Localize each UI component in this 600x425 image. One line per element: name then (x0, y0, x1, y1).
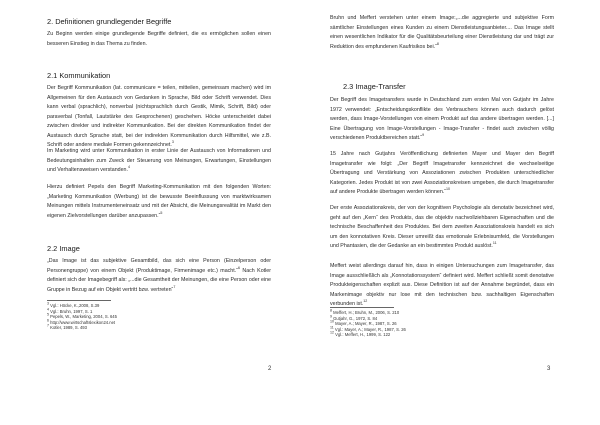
footnote-ref: 12 (363, 299, 368, 304)
paragraph-transfer-mayer-text: 15 Jahre nach Gutjahrs Veröffentlichung definierten Mayer und Mayer den Begriff Imagetransfer wie folgt: „Der Begriff Imagetransfer kennzeichnet die wechselseitige Übertragung und Verstärkung von Assoziationen zwischen Produkten unterschiedlicher Kategorien. Jedes Produkt ist von zwei Assoziationskreisen umgeben, die durch Imagetransfer auf andere Produkte übertragen werden können.“ (330, 151, 554, 195)
paragraph-assoziationskreise (330, 204, 554, 252)
footnote-ref: 5 (160, 210, 163, 215)
page-3 (300, 0, 600, 425)
page-number: 3 (547, 366, 551, 372)
footnote-divider (47, 300, 111, 301)
footnote: $^6$ http://www.wirtschaftslexikon24.net (47, 318, 116, 325)
paragraph-image-continuation: Nach Kotler definiert sich der Imagebegriff als: „...die Gesamtheit der Meinungen, die eine Person oder eine Gruppe in Bezug auf ein Objekt vertritt bzw. vertreten“ (47, 267, 271, 293)
footnote: $^8$ Meffert, H.; Bruhn, M., 2006, S. 210 (330, 308, 400, 315)
section-2-intro: Zu Beginn werden einige grundlegende Begriffe definiert, die es ermöglichen sollen einen besseren Einstieg in das Thema zu finden. (47, 31, 271, 47)
footnote: $^{12}$ Vgl.: Meffert, H., 1999, S. 122 (330, 330, 391, 337)
paragraph-assoziationskreise-text: Der erste Assoziationskreis, der von der kognitiven Psychologie als denotativ bezeichnet wird, geht auf den „Kern“ des Produkts, das die objektiv nachvollziehbaren Eigenschaften und die technische Beschaffenheit des Produktes. Bei dem zweiten Assoziationskreis handelt es sich um den konnotativen Kreis. Dieser umreißt das emotionale Erlebnisumfeld, die Vorstellungen und Phantasien, die der Gedanke an ein bestimmtes Produkt auslöst. (330, 205, 554, 249)
paragraph-marketing (47, 147, 271, 176)
paragraph-transfer-gutjahr (330, 96, 554, 144)
footnote-ref: 9 (422, 133, 425, 138)
footnote: $^5$ Pepels, W., Marketing, 2004, S. 645 (47, 312, 117, 319)
footnote: $^3$ Vgl.: Höcke, K.,2008, S.39 (47, 301, 100, 308)
footnote: $^4$ Vgl.: Bruhn, 1997, S. 1 (47, 307, 93, 314)
paragraph-marketing-text: Im Marketing wird unter Kommunikation in erster Linie der Austausch von Informationen und Bedeutungsinhalten zum Zweck der Steuerung von Meinungen, Erwartungen, Einstellungen und Verhaltensweisen verstanden. (47, 148, 271, 173)
footnote-ref: 6 (237, 265, 240, 270)
paragraph-pepels-text: Hierzu definiert Pepels den Begriff Marketing-Kommunikation mit den folgenden Worten: „Marketing Kommunikation (Werbung) ist die bewusste Beeinflussung von marktwirksamen Meinungen mittels Instrumenteneinsatz und mit der Absicht, die Meinungsrealität im Markt den eigenen Zielvorstellungen darüber anzupassen.“ (47, 184, 271, 219)
footnote: $^{11}$ Vgl.: Mayer, A.; Mayer, R., 1987, S. 26 (330, 325, 406, 332)
paragraph-meffert (330, 262, 554, 310)
paragraph-kommunikation (47, 84, 271, 151)
section-2-2-heading: 2.2 Image (47, 244, 80, 253)
footnote: $^9$ Gutjahr, G., 1972, S. 84 (330, 314, 378, 321)
footnote-ref: 4 (127, 165, 130, 170)
footnote-ref: 8 (436, 41, 439, 46)
section-2-1-heading: 2.1 Kommunikation (47, 71, 111, 80)
section-2-heading: 2. Definitionen grundlegender Begriffe (47, 17, 172, 26)
paragraph-image (47, 257, 271, 295)
paragraph-kommunikation-text: Der Begriff Kommunikation (lat. communicare = teilen, mitteilen, gemeinsam machen) wird im Allgemeinen für den Austausch von Gedanken in Sprache, Bild oder Schrift verwendet. Dies kann verbal (sprachlich), nonverbal (nichtsprachlich durch Gestik, Mimik, Schrift, Bild) oder paraverbal (Tonfall, Lautstärke des Gesprochenen) geschehen. Höcke unterscheidet dabei zwischen direkter und indirekter Kommunikation. Bei der direkten Kommunikation findet der Austausch durch Sprache statt, bei der indirekten Kommunikation durch Hilfsmittel, wie z.B. Schrift oder andere mediale Formen gekennzeichnet. (47, 85, 271, 148)
page-number: 2 (268, 366, 272, 372)
footnote-ref: 3 (171, 140, 174, 145)
footnote-ref: 11 (492, 241, 497, 246)
paragraph-transfer-mayer (330, 150, 554, 198)
section-2-3-heading: 2.3 Image-Transfer (343, 82, 406, 91)
paragraph-bruhn-meffert (330, 14, 554, 52)
footnote: $^{10}$ Mayer, A.; Mayer, R., 1987, S. 26 (330, 319, 397, 326)
paragraph-bruhn-meffert-text: Bruhn und Meffert verstehen unter einem Image:„...die aggregierte und subjektive Form sämtlicher Einstellungen eines Kunden zu einem Dienstleistungsanbieter.... Das Image stellt einen wesentlichen Indikator für die Qualitätsbeurteilung einer Dienstleistung dar und trägt zur Reduktion des empfundenen Kaufrisikos bei.“ (330, 15, 554, 50)
footnote-divider (330, 307, 394, 308)
footnote: $^7$ Kotler, 1989, S. 493 (47, 323, 87, 330)
paragraph-transfer-gutjahr-text: Der Begriff des Imagetransfers wurde in Deutschland zum ersten Mal von Gutjahr im Jahre 1972 verwendet: „Entscheidungskonflikte des Verbrauchers können auch dadurch gelöst werden, dass Image-Vorstellungen von einem Produkt auf das andere übertragen werden. [...] Eine Übertragung von Image-Vorstellungen - Image-Transfer - findet auch zwischen völlig verschiedenen Produktbereichen statt.“ (330, 97, 554, 141)
footnote-ref: 10 (446, 187, 451, 192)
footnote-ref: 7 (173, 284, 176, 289)
paragraph-pepels (47, 183, 271, 221)
paragraph-meffert-text: Meffert weist allerdings darauf hin, dass in einigen Untersuchungen zum Imagetransfer, das Image ausschließlich als „Konnotationssystem“ definiert wird. Meffert schließt somit denotative Produkteigenschaften explizit aus. Diese Definition ist auf der Annahme begründet, dass ein Markenimage objektiv nur lose mit den technischen bzw. sachhaltigen Eigenschaften verbunden ist. (330, 263, 554, 307)
paragraph-image-text: „Das Image ist das subjektive Gesamtbild, das sich eine Person (Einzelperson oder Personengruppe) von einem Objekt (Produktimage, Firmenimage etc.) macht.“ (47, 258, 271, 274)
